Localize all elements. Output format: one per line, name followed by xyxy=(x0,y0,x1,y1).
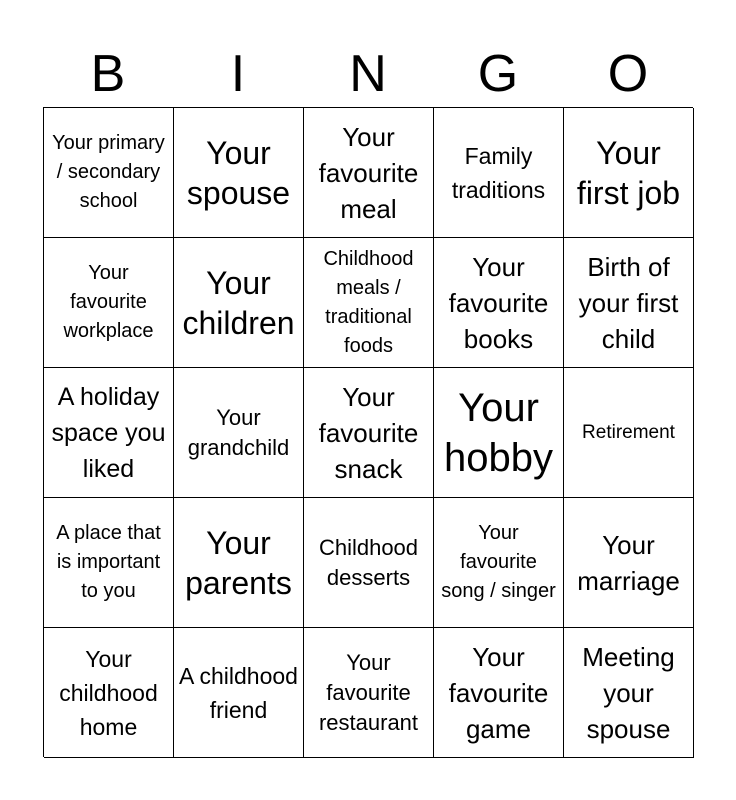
header-letter-i: I xyxy=(230,45,246,103)
bingo-cell-5-4[interactable] xyxy=(434,628,564,758)
bingo-cell-1-1[interactable] xyxy=(44,108,174,238)
header-letter-o: O xyxy=(607,45,649,103)
bingo-cell-3-2[interactable] xyxy=(174,368,304,498)
bingo-cell-label: Childhood desserts xyxy=(318,534,419,590)
bingo-cell-4-2[interactable] xyxy=(174,498,304,628)
bingo-cell-4-4[interactable] xyxy=(434,498,564,628)
bingo-cell-5-1[interactable] xyxy=(44,628,174,758)
bingo-cell-3-3[interactable] xyxy=(304,368,434,498)
bingo-cell-label: Your favourite books xyxy=(448,251,549,354)
bingo-cell-label: Your hobby xyxy=(444,385,553,480)
header-letter-n: N xyxy=(349,45,387,103)
bingo-cell-label: Your parents xyxy=(185,524,292,601)
bingo-cell-label: Your favourite game xyxy=(448,641,549,744)
bingo-cell-label: Meeting your spouse xyxy=(582,641,675,744)
bingo-cell-label: Your primary / secondary school xyxy=(52,132,165,212)
bingo-cell-3-5[interactable] xyxy=(564,368,694,498)
bingo-cell-label: Retirement xyxy=(582,421,675,443)
header-letter-b: B xyxy=(90,45,126,103)
bingo-cell-label: Your favourite meal xyxy=(318,121,419,224)
bingo-cell-1-4[interactable] xyxy=(434,108,564,238)
bingo-cell-label: Birth of your first child xyxy=(578,251,679,354)
bingo-cell-2-1[interactable] xyxy=(44,238,174,368)
bingo-cell-label: Family traditions xyxy=(451,142,546,203)
bingo-cell-label: Your spouse xyxy=(186,134,291,211)
bingo-cell-4-3[interactable] xyxy=(304,498,434,628)
bingo-cell-3-4[interactable] xyxy=(434,368,564,498)
bingo-cell-5-2[interactable] xyxy=(174,628,304,758)
bingo-cell-label: Your first job xyxy=(576,134,681,211)
header-letter-g: G xyxy=(477,45,519,103)
bingo-cell-2-4[interactable] xyxy=(434,238,564,368)
bingo-cell-1-2[interactable] xyxy=(174,108,304,238)
bingo-cell-label: Your favourite song / singer xyxy=(441,522,556,602)
bingo-cell-2-5[interactable] xyxy=(564,238,694,368)
bingo-card-grid xyxy=(43,107,693,757)
bingo-cell-4-5[interactable] xyxy=(564,498,694,628)
bingo-cell-label: Your favourite snack xyxy=(318,381,419,484)
bingo-cell-2-3[interactable] xyxy=(304,238,434,368)
bingo-cell-1-5[interactable] xyxy=(564,108,694,238)
bingo-cell-label: A holiday space you liked xyxy=(51,382,166,483)
bingo-cell-label: Your childhood home xyxy=(59,645,158,740)
bingo-cell-3-1[interactable] xyxy=(44,368,174,498)
bingo-cell-5-5[interactable] xyxy=(564,628,694,758)
bingo-cell-label: Childhood meals / traditional foods xyxy=(323,247,414,357)
bingo-cell-label: Your favourite workplace xyxy=(63,262,154,342)
bingo-cell-label: A place that is important to you xyxy=(56,522,161,602)
bingo-header xyxy=(43,40,693,108)
bingo-cell-label: Your marriage xyxy=(577,529,680,596)
bingo-cell-label: A childhood friend xyxy=(179,662,298,723)
bingo-cell-2-2[interactable] xyxy=(174,238,304,368)
bingo-cell-label: Your children xyxy=(182,264,295,341)
bingo-cell-5-3[interactable] xyxy=(304,628,434,758)
bingo-cell-label: Your grandchild xyxy=(187,404,290,460)
bingo-cell-label: Your favourite restaurant xyxy=(318,649,419,735)
bingo-cell-4-1[interactable] xyxy=(44,498,174,628)
bingo-cell-1-3[interactable] xyxy=(304,108,434,238)
